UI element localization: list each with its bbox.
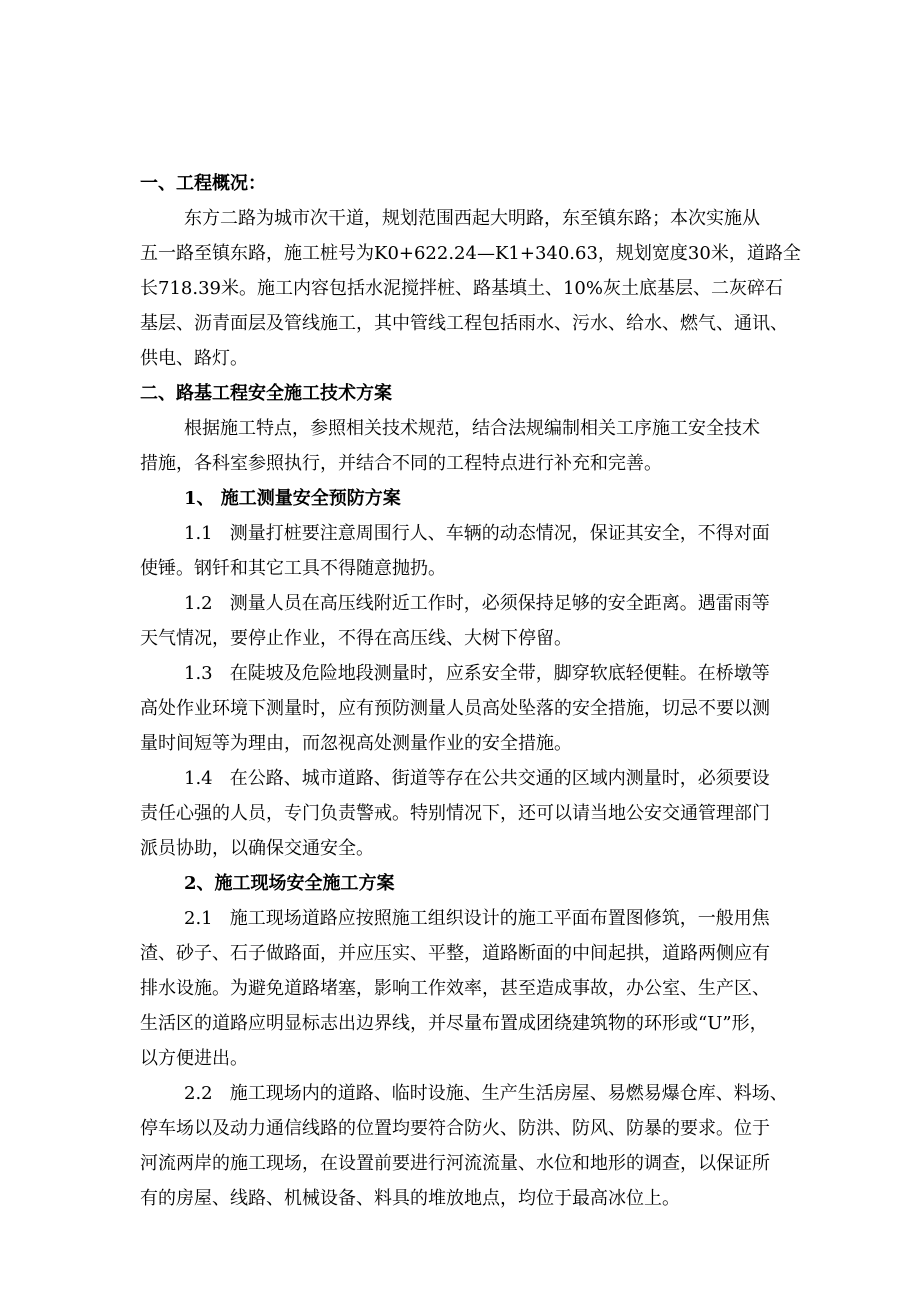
paragraph-line: 责任心强的人员，专门负责警戒。特别情况下，还可以请当地公安交通管理部门	[140, 803, 770, 824]
subsection-heading-site: 2、施工现场安全施工方案	[184, 873, 395, 894]
paragraph-line: 河流两岸的施工现场，在设置前要进行河流流量、水位和地形的调查，以保证所	[140, 1153, 770, 1174]
paragraph-roadbed-intro	[140, 411, 780, 481]
section-heading-overview: 一、工程概况：	[140, 173, 266, 194]
paragraph-line: 量时间短等为理由，而忽视高处测量作业的安全措施。	[140, 733, 572, 754]
paragraph-line: 高处作业环境下测量时，应有预防测量人员高处坠落的安全措施，切忌不要以测	[140, 698, 770, 719]
paragraph-line: 1.2 测量人员在高压线附近工作时，必须保持足够的安全距离。遇雷雨等	[184, 593, 770, 614]
paragraph-line: 五一路至镇东路，施工桩号为K0+622.24—K1+340.63，规划宽度30米，道路全	[140, 243, 801, 264]
paragraph-line: 1.4 在公路、城市道路、街道等存在公共交通的区域内测量时，必须要设	[184, 768, 770, 789]
paragraph-line: 渣、砂子、石子做路面，并应压实、平整，道路断面的中间起拱，道路两侧应有	[140, 943, 770, 964]
paragraph-1-3	[140, 656, 780, 761]
paragraph-line: 基层、沥青面层及管线施工，其中管线工程包括雨水、污水、给水、燃气、通讯、	[140, 313, 788, 334]
paragraph-line: 长718.39米。施工内容包括水泥搅拌桩、路基填土、10%灰土底基层、二灰碎石	[140, 278, 783, 299]
paragraph-1-2	[140, 586, 780, 656]
paragraph-2-1	[140, 901, 780, 1076]
paragraph-line: 东方二路为城市次干道，规划范围西起大明路，东至镇东路；本次实施从	[184, 208, 760, 229]
paragraph-line: 使锤。钢钎和其它工具不得随意抛扔。	[140, 558, 446, 579]
paragraph-line: 有的房屋、线路、机械设备、料具的堆放地点，均位于最高冰位上。	[140, 1188, 680, 1209]
paragraph-line: 以方便进出。	[140, 1048, 248, 1069]
document-page	[140, 166, 801, 1216]
paragraph-1-4	[140, 761, 780, 866]
paragraph-line: 2.1 施工现场道路应按照施工组织设计的施工平面布置图修筑，一般用焦	[184, 908, 770, 929]
paragraph-2-2	[140, 1076, 788, 1216]
paragraph-line: 1.1 测量打桩要注意周围行人、车辆的动态情况，保证其安全，不得对面	[184, 523, 770, 544]
section-heading-roadbed-safety: 二、路基工程安全施工技术方案	[140, 383, 392, 404]
paragraph-line: 排水设施。为避免道路堵塞，影响工作效率，甚至造成事故，办公室、生产区、	[140, 978, 770, 999]
paragraph-line: 生活区的道路应明显标志出边界线，并尽量布置成团绕建筑物的环形或“U”形，	[140, 1013, 768, 1034]
paragraph-1-1	[140, 516, 780, 586]
paragraph-line: 派员协助，以确保交通安全。	[140, 838, 374, 859]
paragraph-line: 2.2 施工现场内的道路、临时设施、生产生活房屋、易燃易爆仓库、料场、	[184, 1083, 788, 1104]
subsection-heading-survey: 1、 施工测量安全预防方案	[184, 488, 401, 509]
paragraph-line: 停车场以及动力通信线路的位置均要符合防火、防洪、防风、防暴的要求。位于	[140, 1118, 770, 1139]
paragraph-overview	[140, 201, 801, 376]
paragraph-line: 1.3 在陡坡及危险地段测量时，应系安全带，脚穿软底轻便鞋。在桥墩等	[184, 663, 770, 684]
paragraph-line: 根据施工特点，参照相关技术规范，结合法规编制相关工序施工安全技术	[184, 418, 760, 439]
paragraph-line: 天气情况，要停止作业，不得在高压线、大树下停留。	[140, 628, 572, 649]
paragraph-line: 供电、路灯。	[140, 348, 248, 369]
paragraph-line: 措施，各科室参照执行，并结合不同的工程特点进行补充和完善。	[140, 453, 662, 474]
